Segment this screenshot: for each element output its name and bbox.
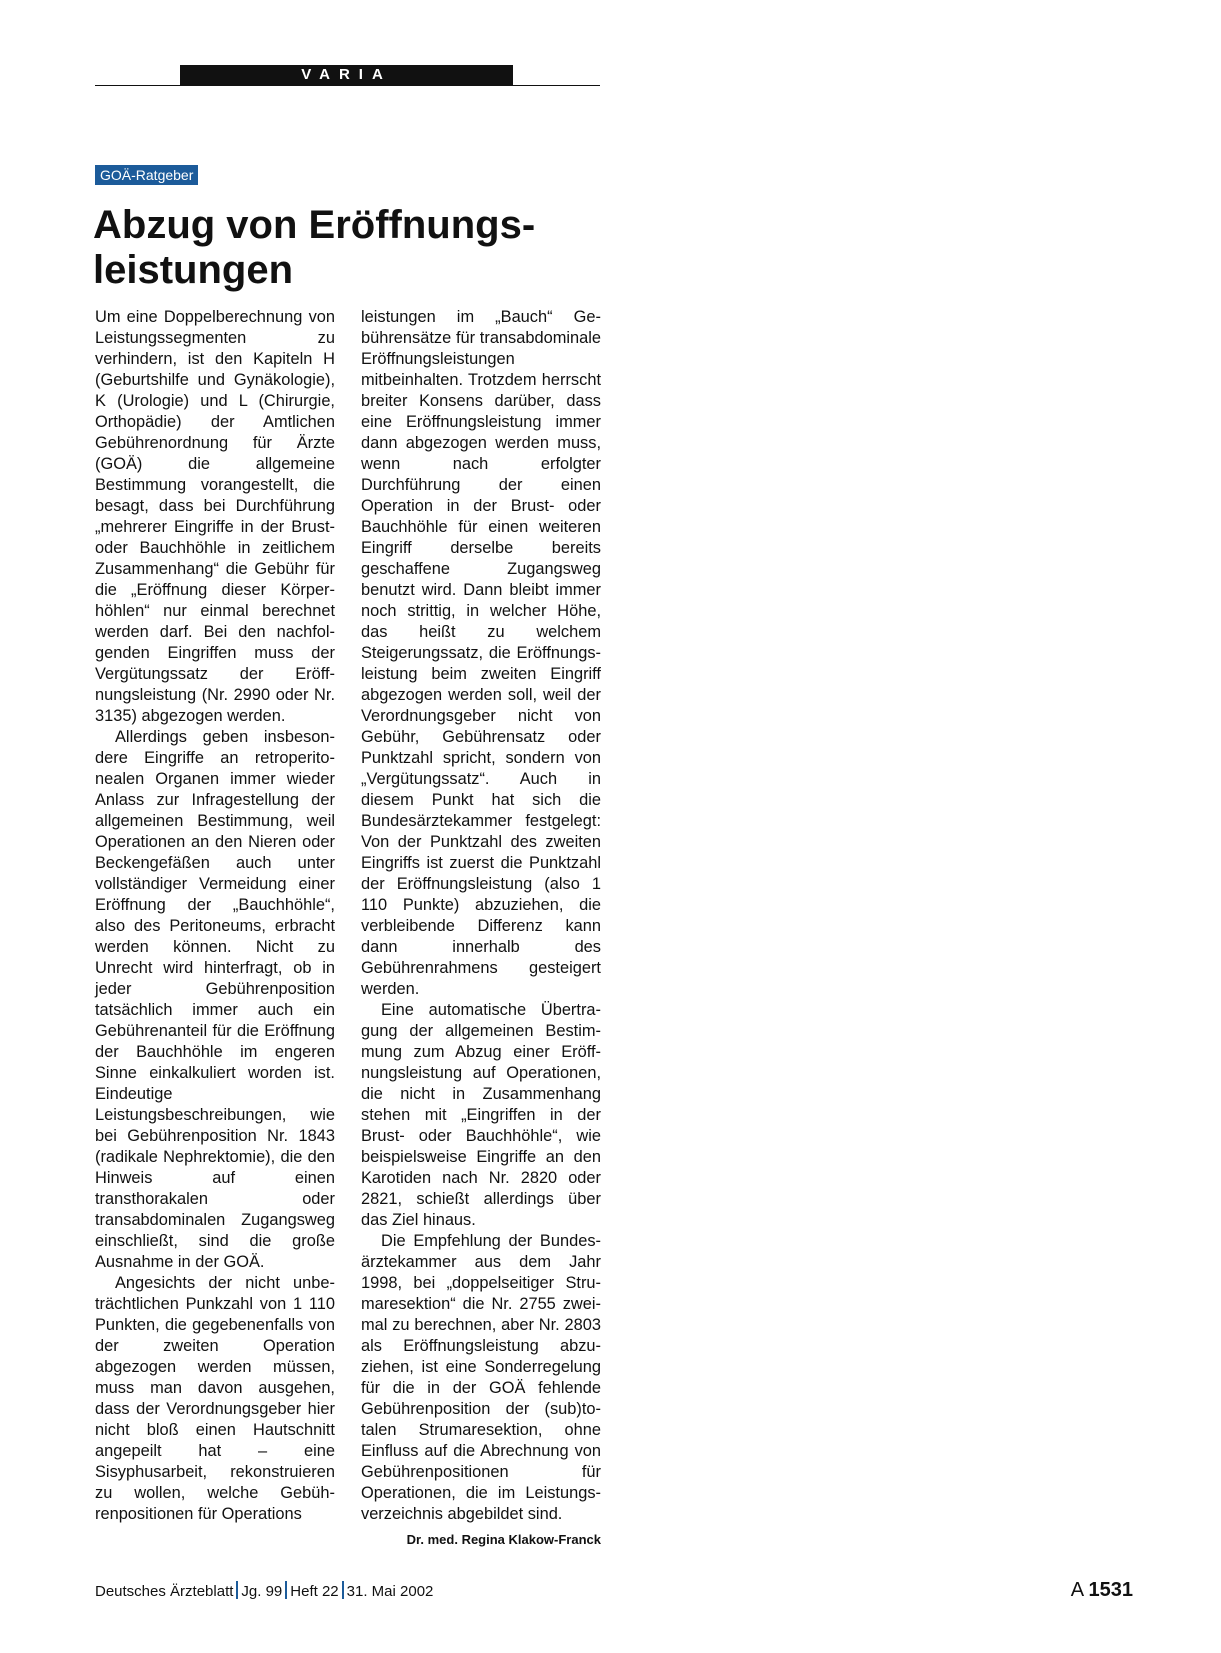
page-footer bbox=[95, 1581, 433, 1603]
author-name: Dr. med. Regina Klakow-Franck bbox=[406, 1532, 601, 1547]
paragraph: Eine automatische Übertragung der allgemeinen Bestimmung zum Abzug einer Eröffnungsleistung auf Operationen, die nicht in Zusammenhang stehen mit „Eingriffen in der Brust- oder Bauchhöhle“, wie beispielsweise Eingriffe an den Karotiden nach Nr. 2820 oder 2821, schießt allerdings über das Ziel hinaus. bbox=[361, 1001, 601, 1229]
section-header bbox=[95, 65, 600, 86]
header-rule bbox=[95, 85, 600, 86]
footer-separator bbox=[236, 1581, 238, 1599]
journal-volume: Jg. 99 bbox=[241, 1583, 283, 1600]
page-prefix: A bbox=[1070, 1579, 1083, 1601]
section-label: VARIA bbox=[180, 65, 513, 85]
journal-name: Deutsches Ärzteblatt bbox=[95, 1583, 234, 1600]
paragraph: Angesichts der nicht unbeträchtlichen Punkzahl von 1 110 Punkten, die gegebenenfalls von der zweiten Operation abgezogen werden müssen, muss man davon ausgehen, dass der Verordnungsgeber hier nicht bloß einen Hautschnitt angepeilt hat – eine Sisyphusarbeit, rekonstruieren zu wollen, welche Gebührenpositionen für Operations bbox=[95, 1274, 335, 1523]
paragraph: Um eine Doppelberechnung von Leistungssegmenten zu verhindern, ist den Kapiteln H (Geburtshilfe und Gynäkologie), K (Urologie) und L (Chirurgie, Orthopädie) der Amtlichen Gebührenordnung für Ärzte (GOÄ) die allgemeine Bestimmung vorangestellt, die besagt, dass bei Durchführung „mehrerer Eingriffe in der Brust- oder Bauchhöhle in zeitlichem Zusammenhang“ die Gebühr für die „Eröffnung dieser Körperhöhlen“ nur einmal berechnet werden darf. Bei den nachfolgenden Eingriffen muss der Vergütungssatz der Eröffnungsleistung (Nr. 2990 oder Nr. 3135) abgezogen werden. bbox=[95, 308, 335, 725]
paragraph: leistungen im „Bauch“ Gebührensätze für transabdominale Eröffnungsleistungen mitbeinhalten. Trotzdem herrscht breiter Konsens darüber, dass eine Eröffnungsleistung immer dann abgezogen werden muss, wenn nach erfolgter Durchführung der einen Operation in der Brust- oder Bauchhöhle für einen weiteren Eingriff derselbe bereits geschaffene Zugangsweg benutzt wird. Dann bleibt immer noch strittig, in welcher Höhe, das heißt zu welchem Steigerungssatz, die Eröffnungsleistung beim zweiten Eingriff abgezogen werden soll, weil der Verordnungsgeber nicht von Gebühr, Gebührensatz oder Punktzahl spricht, sondern von „Vergütungssatz“. Auch in diesem Punkt hat sich die Bundesärztekammer festgelegt: Von der Punktzahl des zweiten Eingriffs ist zuerst die Punktzahl der Eröffnungsleistung (also 1 110 Punkte) abzuziehen, die verbleibende Differenz kann dann innerhalb des Gebührenrahmens gesteigert werden. bbox=[361, 308, 601, 998]
text-column-2 bbox=[361, 307, 601, 1525]
journal-date: 31. Mai 2002 bbox=[346, 1583, 434, 1600]
category-tag: GOÄ-Ratgeber bbox=[95, 165, 198, 185]
text-column-1 bbox=[95, 307, 335, 1525]
paragraph: Allerdings geben insbesondere Eingriffe an retroperitonealen Organen immer wieder Anlass zur Infragestellung der allgemeinen Bestimmung, weil Operationen an den Nieren oder Beckengefäßen auch unter vollständiger Vermeidung einer Eröffnung der „Bauchhöhle“, also des Peritoneums, erbracht werden können. Nicht zu Unrecht wird hinterfragt, ob in jeder Gebührenposition tatsächlich immer auch ein Gebührenanteil für die Eröffnung der Bauchhöhle im engeren Sinne einkalkuliert worden ist. Eindeutige Leistungsbeschreibungen, wie bei Gebührenposition Nr. 1843 (radikale Nephrektomie), die den Hinweis auf einen transthorakalen oder transabdominalen Zugangsweg einschließt, sind die große Ausnahme in der GOÄ. bbox=[95, 728, 335, 1271]
page-number bbox=[1071, 1578, 1133, 1602]
page-number-value: 1531 bbox=[1088, 1579, 1133, 1601]
article-title: Abzug von Eröffnungsleistungen bbox=[93, 203, 536, 292]
paragraph: Die Empfehlung der Bundesärztekammer aus dem Jahr 1998, bei „doppelseitiger Strumaresektion“ die Nr. 2755 zweimal zu berechnen, aber Nr. 2803 als Eröffnungsleistung abzuziehen, ist eine Sonderregelung für die in der GOÄ fehlende Gebührenposition der (sub)totalen Strumaresektion, ohne Einfluss auf die Abrechnung von Gebührenpositionen für Operationen, die im Leistungsverzeichnis abgebildet sind. bbox=[361, 1232, 601, 1523]
journal-issue: Heft 22 bbox=[290, 1583, 339, 1600]
footer-separator bbox=[285, 1581, 287, 1599]
footer-separator bbox=[342, 1581, 344, 1599]
